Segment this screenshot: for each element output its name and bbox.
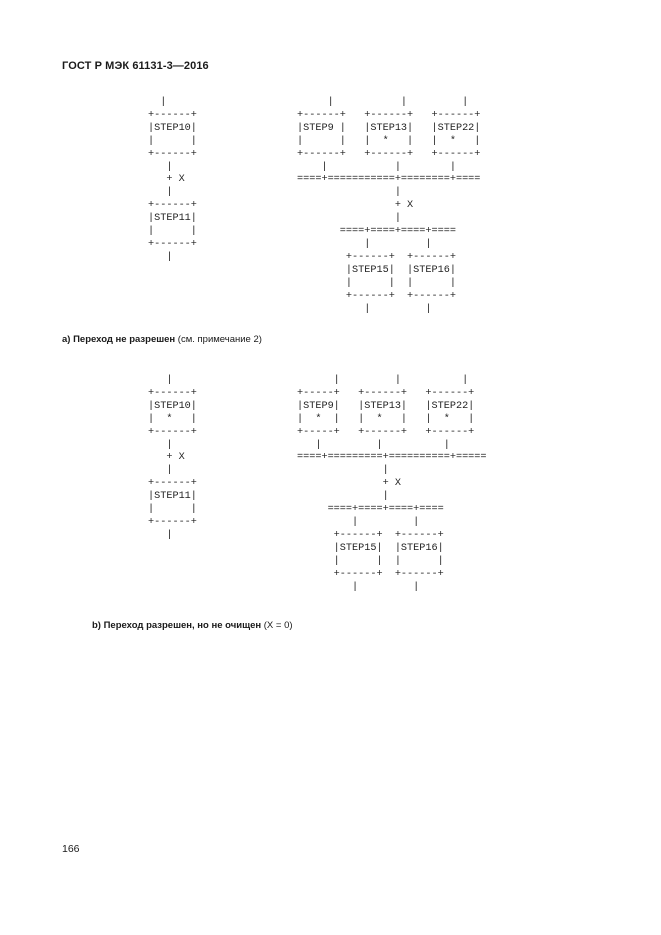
figure-b-caption (92, 620, 293, 631)
page-number: 166 (62, 843, 80, 855)
figure-a-caption (62, 334, 262, 345)
figure-a-caption-bold: а) Переход не разрешен (62, 334, 176, 345)
figure-b-left-sfc-diagram: | +------+ |STEP10| | * | +------+ | + X | +------+ |STEP11| | | +------+ | (148, 375, 197, 541)
figure-b-caption-rest: (X = 0) (261, 620, 293, 631)
figure-a-caption-rest: (см. примечание 2) (175, 334, 262, 345)
figure-b-caption-bold: b) Переход разрешен, но не очищен (92, 620, 262, 631)
page-header: ГОСТ Р МЭК 61131-3—2016 (62, 60, 209, 72)
figure-b-right-sfc-diagram: | | | +-----+ +------+ +------+ |STEP9| |STEP13| |STEP22| | * | | * | | * | +-----+ +------+ +------+ | | | ====+=========+==========+===== | + X | ====+====+====+==== | | +------+ +------+ |STEP15| |STEP16| | | | | +------+ +------+ | | (297, 375, 487, 593)
figure-a-right-sfc-diagram: | | | +------+ +------+ +------+ |STEP9 | |STEP13| |STEP22| | | | * | | * | +------+ +------+ +------+ | | | ====+===========+========+==== | + X | ====+====+====+==== | | +------+ +------+ |STEP15| |STEP16| | | | | +------+ +------+ | | (297, 97, 481, 315)
figure-a-left-sfc-diagram: | +------+ |STEP10| | | +------+ | + X | +------+ |STEP11| | | +------+ | (148, 97, 197, 263)
